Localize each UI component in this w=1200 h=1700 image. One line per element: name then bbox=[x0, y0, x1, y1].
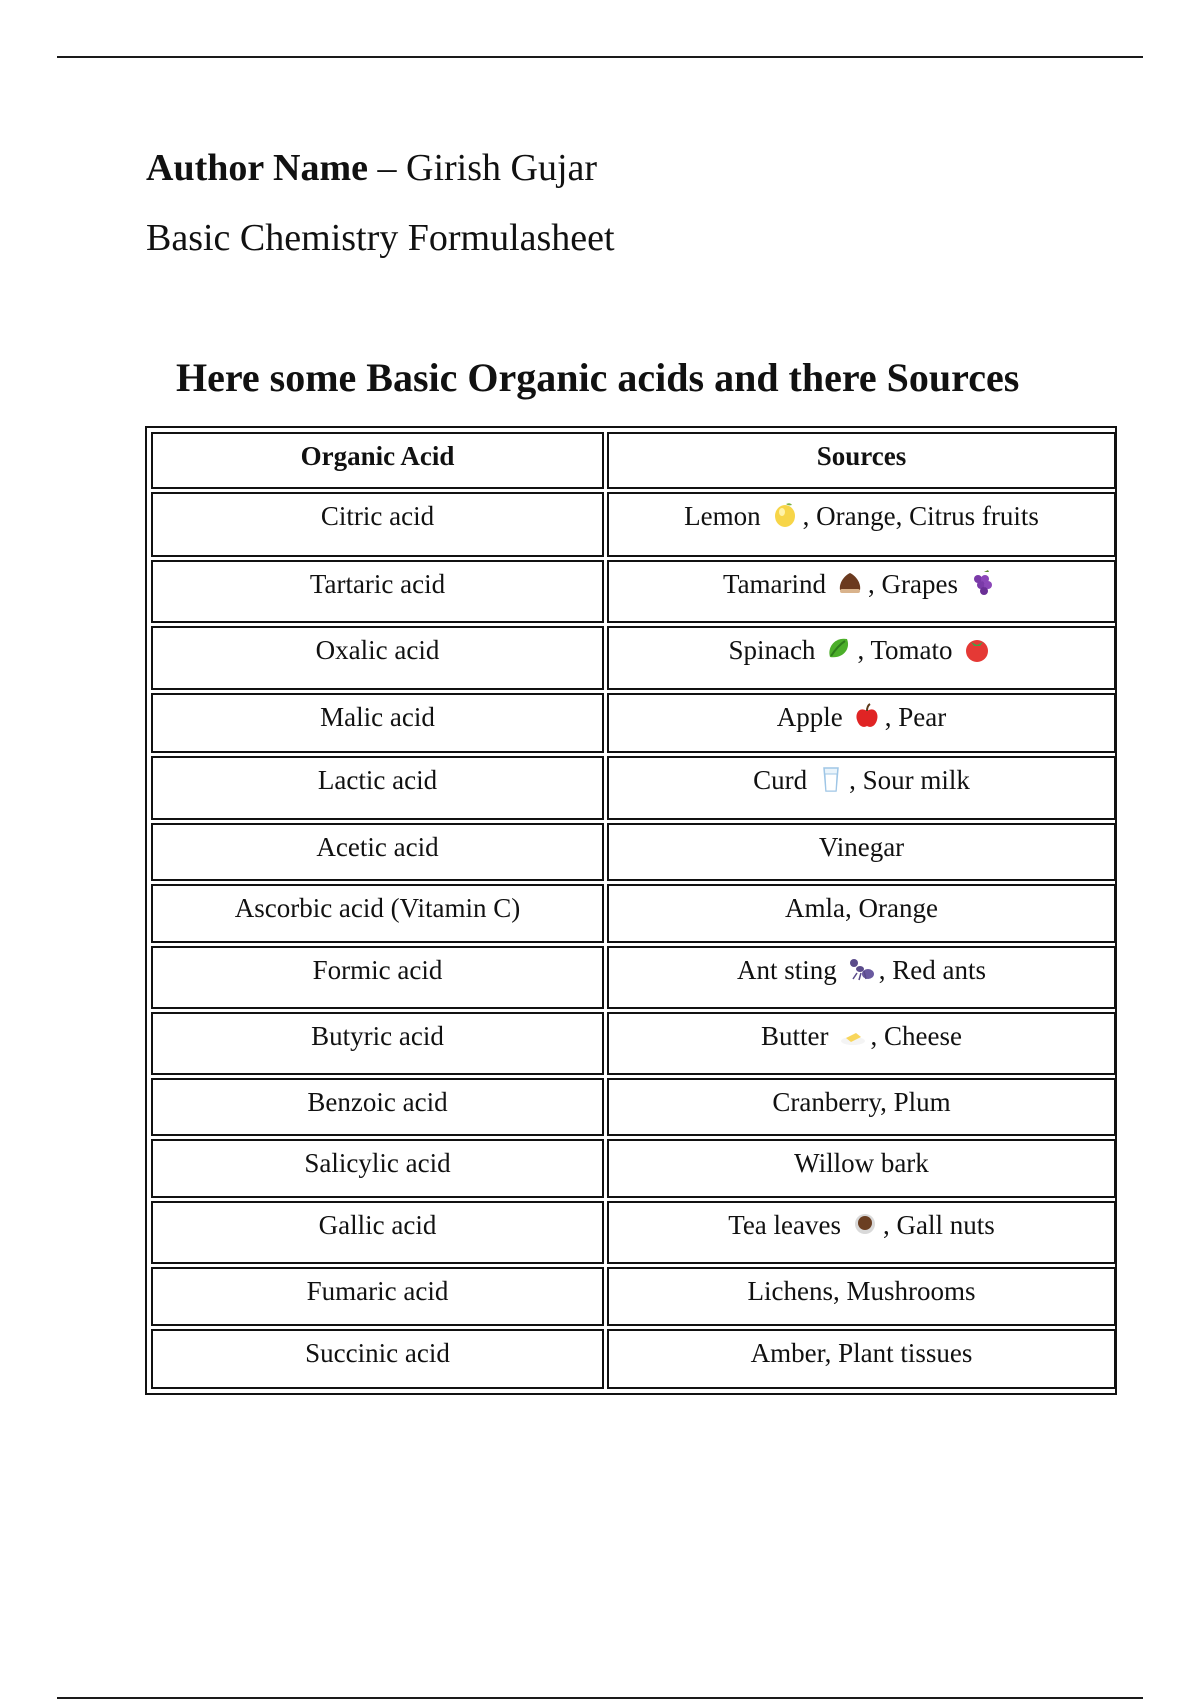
source-text-extra: , Tomato bbox=[857, 635, 953, 665]
document-subtitle: Basic Chemistry Formulasheet bbox=[146, 217, 615, 259]
chestnut-icon bbox=[836, 569, 864, 597]
lemon-icon bbox=[771, 501, 799, 529]
tea-cup-icon bbox=[851, 1210, 879, 1238]
table-row bbox=[151, 823, 1116, 881]
leafy-green-icon bbox=[825, 635, 853, 663]
sources-cell bbox=[607, 823, 1116, 881]
acid-name-cell: Benzoic acid bbox=[151, 1078, 604, 1136]
acid-name-cell: Formic acid bbox=[151, 946, 604, 1009]
author-separator: – bbox=[368, 147, 407, 189]
sources-cell bbox=[607, 756, 1116, 820]
apple-icon bbox=[853, 702, 881, 730]
sources-cell bbox=[607, 884, 1116, 943]
table-row bbox=[151, 1201, 1116, 1264]
author-name: Girish Gujar bbox=[406, 147, 598, 189]
sources-cell bbox=[607, 492, 1116, 557]
table-row bbox=[151, 1139, 1116, 1198]
source-text: Willow bark bbox=[794, 1148, 929, 1178]
author-label: Author Name bbox=[146, 147, 369, 189]
source-text: Vinegar bbox=[818, 832, 905, 862]
table-row bbox=[151, 492, 1116, 557]
acid-name-cell: Malic acid bbox=[151, 693, 604, 753]
source-text-extra: , Orange, Citrus fruits bbox=[802, 501, 1039, 531]
glass-of-milk-icon bbox=[817, 765, 845, 793]
author-line bbox=[146, 144, 597, 192]
sources-cell bbox=[607, 693, 1116, 753]
grapes-icon bbox=[968, 569, 996, 597]
section-heading: Here some Basic Organic acids and there Sources bbox=[176, 355, 1020, 400]
sources-cell bbox=[607, 626, 1116, 690]
acid-sources-table bbox=[145, 426, 1117, 1395]
acid-name-cell: Succinic acid bbox=[151, 1329, 604, 1389]
source-text-extra: , Gall nuts bbox=[883, 1210, 995, 1240]
table-row bbox=[151, 560, 1116, 623]
acid-name-cell: Citric acid bbox=[151, 492, 604, 557]
table-row bbox=[151, 756, 1116, 820]
table-row bbox=[151, 1329, 1116, 1389]
source-text: Tamarind bbox=[722, 569, 827, 599]
source-text-extra: , Pear bbox=[884, 702, 947, 732]
sources-cell bbox=[607, 1267, 1116, 1326]
source-text: Spinach bbox=[728, 635, 816, 665]
table-row bbox=[151, 626, 1116, 690]
table-row bbox=[151, 884, 1116, 943]
acid-name-cell: Oxalic acid bbox=[151, 626, 604, 690]
sources-cell bbox=[607, 560, 1116, 623]
source-text: Butter bbox=[761, 1021, 829, 1051]
top-rule bbox=[57, 56, 1143, 58]
table-row bbox=[151, 693, 1116, 753]
acid-name-cell: Ascorbic acid (Vitamin C) bbox=[151, 884, 604, 943]
sources-cell bbox=[607, 1012, 1116, 1075]
table-header-row bbox=[151, 432, 1116, 489]
butter-icon bbox=[839, 1021, 867, 1049]
sources-cell bbox=[607, 946, 1116, 1009]
table-row bbox=[151, 1078, 1116, 1136]
source-text: Lemon bbox=[684, 501, 761, 531]
sources-cell bbox=[607, 1139, 1116, 1198]
source-text: Amla, Orange bbox=[785, 893, 938, 923]
source-text-extra: , Sour milk bbox=[849, 765, 970, 795]
acid-name-cell: Fumaric acid bbox=[151, 1267, 604, 1326]
source-text: Ant sting bbox=[736, 955, 837, 985]
acid-name-cell: Salicylic acid bbox=[151, 1139, 604, 1198]
acid-name-cell: Tartaric acid bbox=[151, 560, 604, 623]
bottom-rule bbox=[57, 1697, 1143, 1699]
column-header-sources: Sources bbox=[607, 432, 1116, 489]
ant-icon bbox=[847, 955, 875, 983]
source-text: Amber, Plant tissues bbox=[750, 1338, 973, 1368]
source-text: Apple bbox=[776, 702, 843, 732]
table-row bbox=[151, 1267, 1116, 1326]
sources-cell bbox=[607, 1078, 1116, 1136]
source-text-extra: , Cheese bbox=[870, 1021, 962, 1051]
acid-name-cell: Lactic acid bbox=[151, 756, 604, 820]
column-header-organic-acid: Organic Acid bbox=[151, 432, 604, 489]
sources-cell bbox=[607, 1201, 1116, 1264]
source-text-extra: , Red ants bbox=[878, 955, 986, 985]
source-text: Cranberry, Plum bbox=[772, 1087, 951, 1117]
source-text: Curd bbox=[753, 765, 808, 795]
table-row bbox=[151, 946, 1116, 1009]
table-row bbox=[151, 1012, 1116, 1075]
source-text: Tea leaves bbox=[728, 1210, 842, 1240]
acid-name-cell: Acetic acid bbox=[151, 823, 604, 881]
source-text-extra: , Grapes bbox=[868, 569, 959, 599]
sources-cell bbox=[607, 1329, 1116, 1389]
acid-name-cell: Gallic acid bbox=[151, 1201, 604, 1264]
acid-name-cell: Butyric acid bbox=[151, 1012, 604, 1075]
source-text: Lichens, Mushrooms bbox=[747, 1276, 976, 1306]
tomato-icon bbox=[963, 635, 991, 663]
